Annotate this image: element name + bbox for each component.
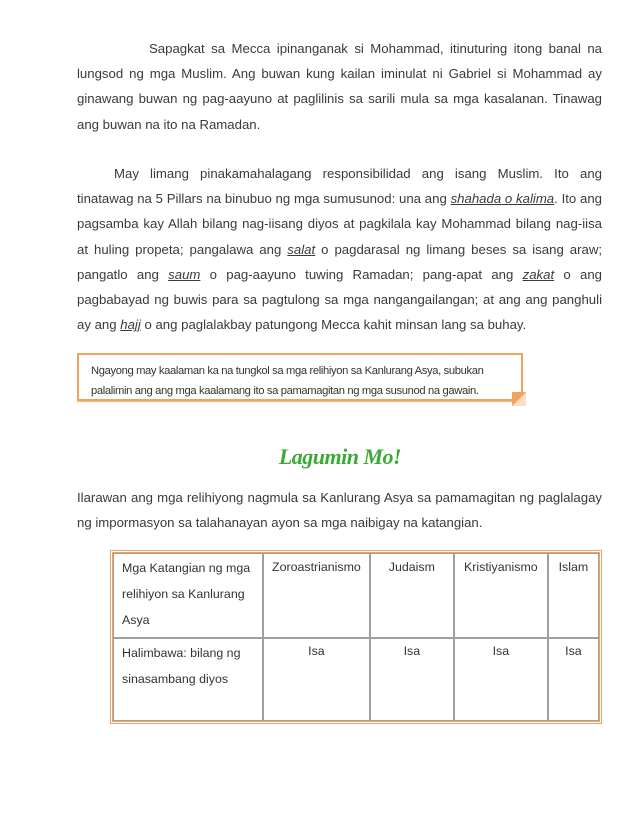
row-cell-judaism: Isa [370, 638, 454, 721]
header-cell-katangian: Mga Katangian ng mga relihiyon sa Kanlurang Asya [113, 553, 263, 638]
term-hajj: hajj [120, 317, 141, 333]
page-curl-icon [512, 392, 526, 406]
text-segment: o pag-aayuno tuwing Ramadan; pang-apat ang [200, 266, 523, 282]
notice-box [77, 353, 523, 401]
table-row [113, 638, 599, 721]
term-salat: salat [287, 241, 316, 257]
instructions: Ilarawan ang mga relihiyong nagmula sa Kanlurang Asya sa pamamagitan ng paglalagay ng impormasyon sa talahanayan ayon sa mga naibigay na katangian. [77, 490, 602, 531]
term-shahada: shahada o kalima [450, 191, 555, 207]
header-cell-judaism: Judaism [370, 553, 454, 638]
row-cell-kristiyanismo: Isa [454, 638, 548, 721]
row-cell-zoroastrianismo: Isa [263, 638, 370, 721]
row-cell-katangian: Halimbawa: bilang ng sinasambang diyos [113, 638, 263, 721]
row-cell-islam: Isa [548, 638, 599, 721]
header-cell-zoroastrianismo: Zoroastrianismo [263, 553, 370, 638]
text-segment: . Ito ang pagsamba kay Allah bilang nag-iisang diyos at pagkilala kay Mohammad bilang nag-iisa at huling propeta; pangalawa ang [77, 191, 602, 257]
religions-table [110, 550, 602, 724]
text-segment: o ang paglalakbay patungong Mecca kahit minsan lang sa buhay. [140, 317, 527, 333]
text-segment: May limang pinakamahalagang responsibilidad ang isang Muslim. Ito ang tinatawag na 5 Pillars na binubuo ng mga sumusunod: una ang [77, 166, 602, 207]
notice-line-2: palalimin ang ang mga kaalamang ito sa pamamagitan ng mga susunod na gawain. [91, 385, 479, 397]
term-saum: saum [168, 266, 201, 282]
table-header-row [113, 553, 599, 638]
paragraph-mecca: Sapagkat sa Mecca ipinanganak si Mohammad, itinuturing itong banal na lungsod ng mga Muslim. Ang buwan kung kailan iminulat ni Gabriel si Mohammad ay ginawang buwan ng pag-aayuno at paglilinis sa sarili mula sa mga kasalanan. Tinawag ang buwan na ito na Ramadan. [77, 41, 602, 132]
header-cell-kristiyanismo: Kristiyanismo [454, 553, 548, 638]
notice-line-1: Ngayong may kaalaman ka na tungkol sa mga relihiyon sa Kanlurang Asya, subukan [91, 365, 484, 377]
paragraph-five-pillars [77, 161, 602, 337]
text-segment: o ang pagbabayad ng buwis para sa pagtulong sa mga nangangailangan; at ang ang panghuli ay ang [77, 266, 602, 333]
term-zakat: zakat [522, 266, 555, 282]
section-title: Lagumin Mo! [278, 444, 402, 469]
header-cell-islam: Islam [548, 553, 599, 638]
text-segment: o pagdarasal ng limang beses sa isang araw; pangatlo ang [77, 241, 603, 282]
